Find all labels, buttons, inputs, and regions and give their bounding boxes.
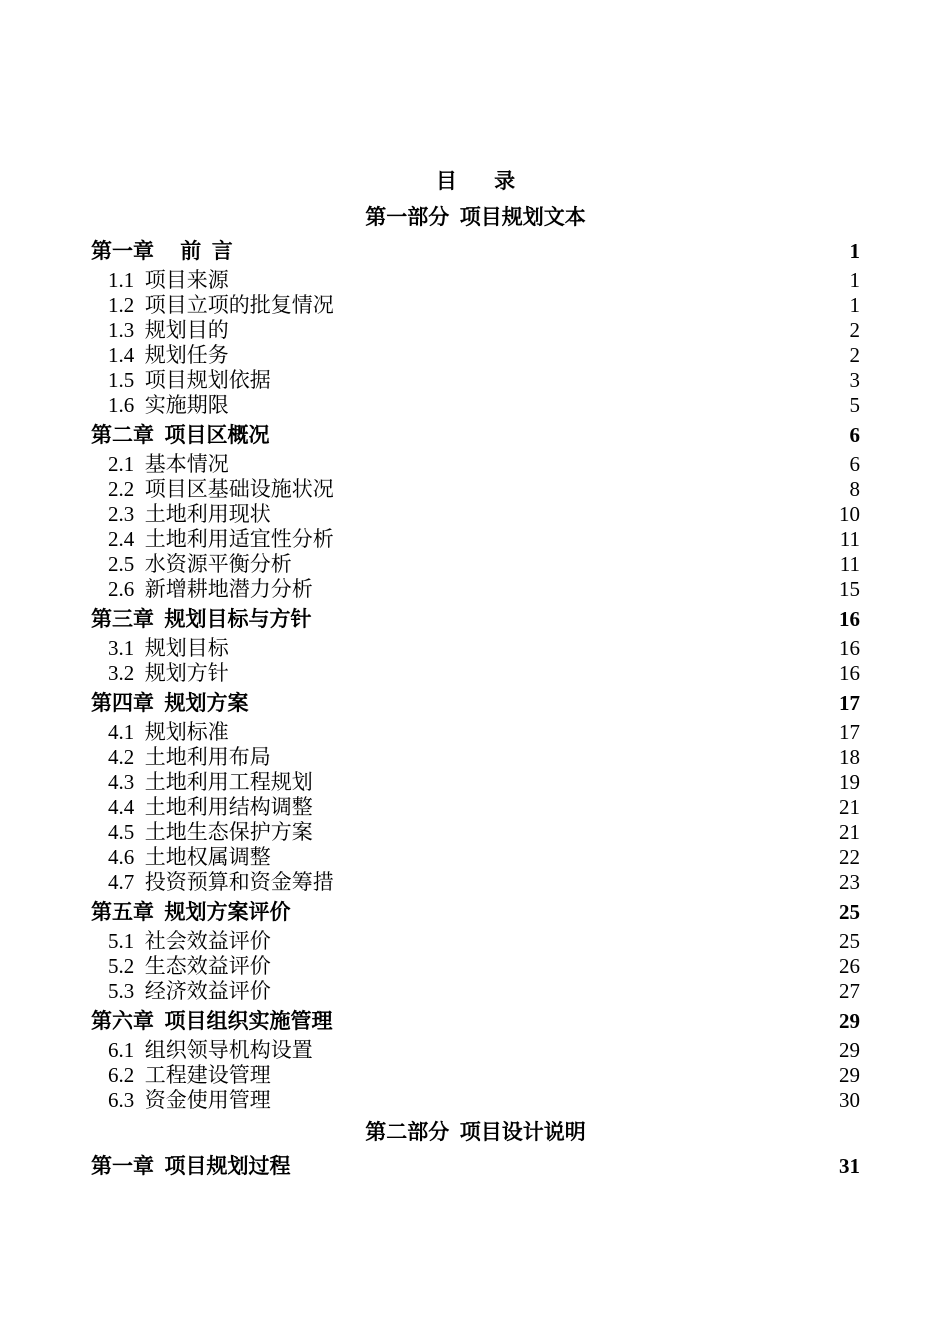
toc-section-entry[interactable] (91, 1063, 860, 1088)
section-page-number: 21 (839, 795, 860, 819)
toc-section-entry[interactable] (91, 820, 860, 845)
section-title: 1.4 规划任务 (108, 343, 229, 367)
section-title: 1.2 项目立项的批复情况 (108, 293, 334, 317)
chapter-page-number: 17 (839, 691, 860, 715)
section-page-number: 6 (849, 452, 860, 476)
toc-chapter-entry[interactable] (91, 602, 860, 636)
toc-section-entry[interactable] (91, 502, 860, 527)
section-title: 1.5 项目规划依据 (108, 368, 271, 392)
section-list (91, 720, 860, 895)
section-page-number: 16 (839, 661, 860, 685)
toc-body (91, 200, 860, 1183)
section-page-number: 11 (839, 527, 860, 551)
section-page-number: 1 (849, 293, 860, 317)
chapter-title: 第一章 项目规划过程 (91, 1154, 291, 1178)
section-page-number: 18 (839, 745, 860, 769)
section-title: 4.1 规划标准 (108, 720, 229, 744)
section-title: 3.2 规划方针 (108, 661, 229, 685)
toc-title: 目 录 (435, 169, 532, 193)
section-page-number: 29 (839, 1038, 860, 1062)
section-title: 2.1 基本情况 (108, 452, 229, 476)
toc-chapter-entry[interactable] (91, 895, 860, 929)
chapter-page-number: 31 (839, 1154, 860, 1178)
toc-section-entry[interactable] (91, 477, 860, 502)
toc-section-entry[interactable] (91, 552, 860, 577)
section-title: 5.2 生态效益评价 (108, 954, 271, 978)
chapter-page-number: 1 (849, 239, 860, 263)
toc-chapter-entry[interactable] (91, 1004, 860, 1038)
section-title: 6.1 组织领导机构设置 (108, 1038, 313, 1062)
chapter-title: 第六章 项目组织实施管理 (91, 1009, 333, 1033)
section-page-number: 25 (839, 929, 860, 953)
section-list (91, 268, 860, 418)
chapter-title: 第四章 规划方案 (91, 691, 249, 715)
toc-section-entry[interactable] (91, 293, 860, 318)
chapter-title: 第五章 规划方案评价 (91, 900, 291, 924)
section-page-number: 21 (839, 820, 860, 844)
section-title: 1.6 实施期限 (108, 393, 229, 417)
section-page-number: 11 (839, 552, 860, 576)
section-title: 4.7 投资预算和资金筹措 (108, 870, 334, 894)
part-title: 第一部分 项目规划文本 (365, 205, 586, 229)
toc-section-entry[interactable] (91, 636, 860, 661)
section-title: 6.3 资金使用管理 (108, 1088, 271, 1112)
chapter-page-number: 29 (839, 1009, 860, 1033)
section-title: 3.1 规划目标 (108, 636, 229, 660)
toc-chapter-entry[interactable] (91, 1149, 860, 1183)
toc-section-entry[interactable] (91, 1038, 860, 1063)
section-title: 4.3 土地利用工程规划 (108, 770, 313, 794)
section-page-number: 22 (839, 845, 860, 869)
section-title: 4.2 土地利用布局 (108, 745, 271, 769)
section-page-number: 5 (849, 393, 860, 417)
section-page-number: 17 (839, 720, 860, 744)
section-title: 1.1 项目来源 (108, 268, 229, 292)
section-page-number: 19 (839, 770, 860, 794)
toc-section-entry[interactable] (91, 577, 860, 602)
section-page-number: 2 (849, 318, 860, 342)
toc-section-entry[interactable] (91, 318, 860, 343)
section-list (91, 636, 860, 686)
section-title: 5.3 经济效益评价 (108, 979, 271, 1003)
toc-section-entry[interactable] (91, 954, 860, 979)
toc-section-entry[interactable] (91, 343, 860, 368)
section-page-number: 23 (839, 870, 860, 894)
toc-section-entry[interactable] (91, 268, 860, 293)
toc-section-entry[interactable] (91, 393, 860, 418)
toc-section-entry[interactable] (91, 845, 860, 870)
toc-section-entry[interactable] (91, 745, 860, 770)
section-title: 2.4 土地利用适宜性分析 (108, 527, 334, 551)
section-page-number: 15 (839, 577, 860, 601)
section-page-number: 2 (849, 343, 860, 367)
section-page-number: 29 (839, 1063, 860, 1087)
section-page-number: 30 (839, 1088, 860, 1112)
section-title: 2.3 土地利用现状 (108, 502, 271, 526)
toc-section-entry[interactable] (91, 452, 860, 477)
chapter-title: 第一章 前 言 (91, 239, 233, 263)
toc-section-entry[interactable] (91, 870, 860, 895)
section-title: 4.4 土地利用结构调整 (108, 795, 313, 819)
part-title: 第二部分 项目设计说明 (365, 1120, 586, 1144)
section-title: 2.2 项目区基础设施状况 (108, 477, 334, 501)
toc-section-entry[interactable] (91, 368, 860, 393)
toc-section-entry[interactable] (91, 661, 860, 686)
table-of-contents (91, 166, 860, 1183)
chapter-title: 第三章 规划目标与方针 (91, 607, 312, 631)
chapter-page-number: 16 (839, 607, 860, 631)
section-list (91, 1038, 860, 1113)
chapter-page-number: 6 (849, 423, 860, 447)
toc-section-entry[interactable] (91, 795, 860, 820)
section-page-number: 27 (839, 979, 860, 1003)
toc-section-entry[interactable] (91, 770, 860, 795)
section-title: 1.3 规划目的 (108, 318, 229, 342)
section-title: 4.6 土地权属调整 (108, 845, 271, 869)
toc-chapter-entry[interactable] (91, 234, 860, 268)
chapter-page-number: 25 (839, 900, 860, 924)
section-list (91, 452, 860, 602)
toc-section-entry[interactable] (91, 720, 860, 745)
section-title: 2.6 新增耕地潜力分析 (108, 577, 313, 601)
toc-chapter-entry[interactable] (91, 418, 860, 452)
section-page-number: 8 (849, 477, 860, 501)
section-list (91, 929, 860, 1004)
toc-chapter-entry[interactable] (91, 686, 860, 720)
section-title: 2.5 水资源平衡分析 (108, 552, 292, 576)
section-title: 6.2 工程建设管理 (108, 1063, 271, 1087)
toc-section-entry[interactable] (91, 527, 860, 552)
toc-section-entry[interactable] (91, 1088, 860, 1113)
section-page-number: 26 (839, 954, 860, 978)
section-page-number: 16 (839, 636, 860, 660)
section-page-number: 10 (839, 502, 860, 526)
toc-section-entry[interactable] (91, 929, 860, 954)
section-title: 4.5 土地生态保护方案 (108, 820, 313, 844)
section-page-number: 1 (849, 268, 860, 292)
chapter-title: 第二章 项目区概况 (91, 423, 270, 447)
section-page-number: 3 (849, 368, 860, 392)
section-title: 5.1 社会效益评价 (108, 929, 271, 953)
toc-section-entry[interactable] (91, 979, 860, 1004)
